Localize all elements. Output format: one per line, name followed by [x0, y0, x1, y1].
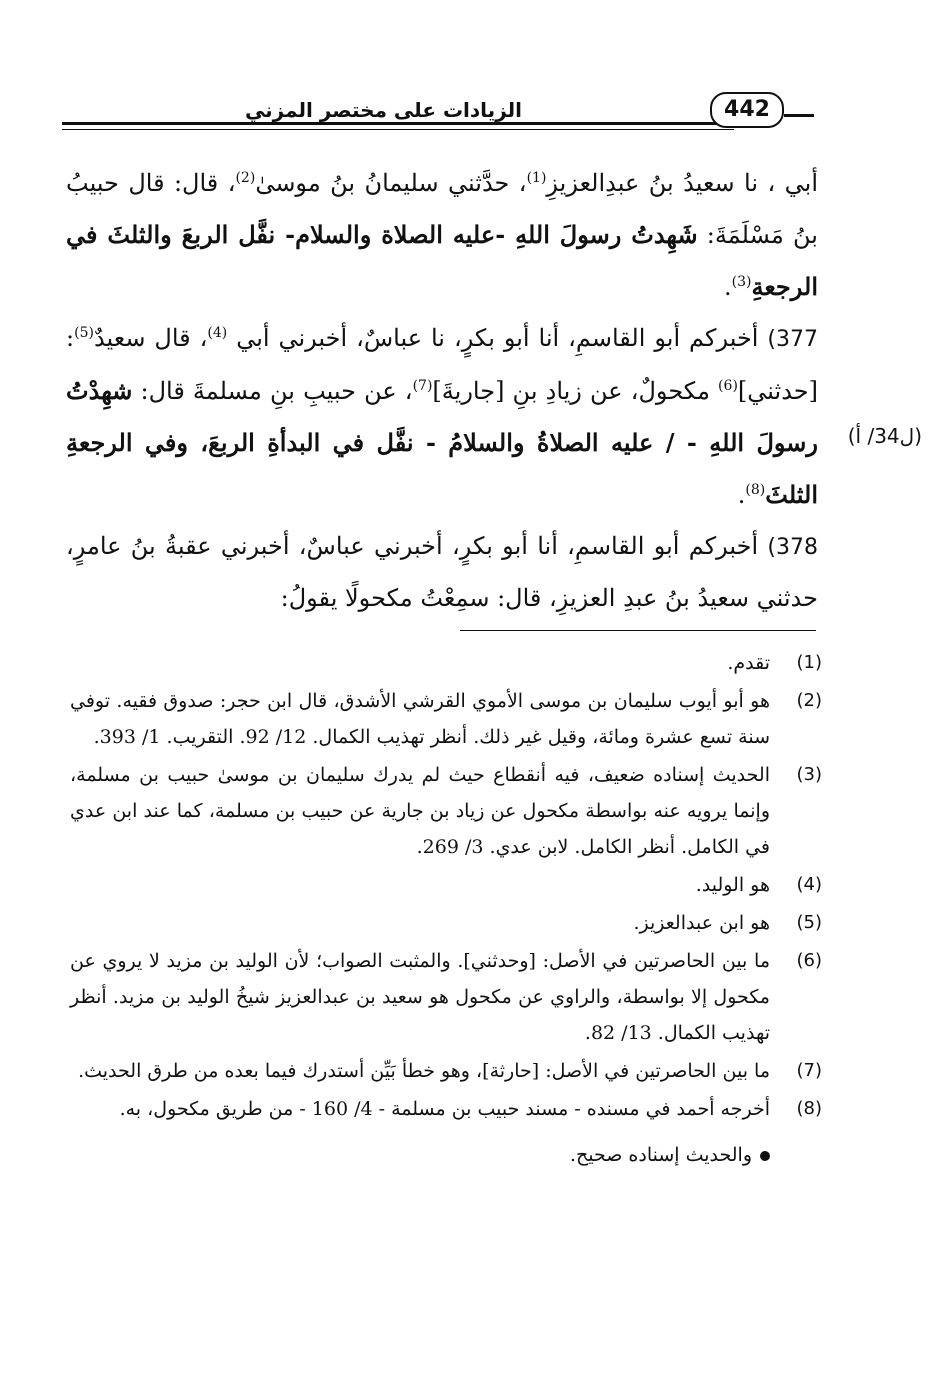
hadith-text: شهِدْتُ رسولَ اللهِ - / عليه الصلاةُ والسلامُ - نفَّل في البدأةِ الربعَ، وفي الرجعةِ الثلثَ: [66, 376, 818, 509]
paragraph-377: [66, 313, 818, 521]
footnote-text: هو أبو أيوب سليمان بن موسى الأموي القرشي الأشدق، قال ابن حجر: صدوق فقيه. توفي سنة تسع عشرة ومائة، وقيل غير ذلك. أنظر تهذيب الكمال. 12/ 92. التقريب. 1/ 393.: [70, 690, 770, 748]
footnote-text: تقدم.: [727, 652, 770, 674]
hadith-text: شَهِدتُ رسولَ اللهِ -عليه الصلاة والسلام- نفَّل الربعَ والثلثَ في الرجعةِ: [66, 220, 818, 301]
footnote-number: (5): [796, 912, 822, 933]
footnote: [70, 1091, 822, 1127]
running-title: الزيادات على مختصر المزني: [244, 98, 522, 122]
footnote: [70, 1053, 822, 1089]
text-run: أبي ، نا سعيدُ بنُ عبدِالعزيزِ: [546, 169, 819, 197]
text-run: ، قال: قال حبيبُ بنُ مَسْلَمَةَ:: [66, 169, 818, 249]
text-run: ، عن حبيبِ بنِ مسلمةَ قال:: [132, 377, 413, 405]
footnote-text: الحديث إسناده ضعيف، فيه أنقطاع حيث لم يدرك سليمان بن موسىٰ حبيب بن مسلمة، وإنما يرويه عنه بواسطة مكحول عن زياد بن جارية عن حبيب بن مسلمة، كما عند ابن عدي في الكامل. أنظر الكامل. لابن عدي. 3/ 269.: [70, 764, 770, 858]
footnote-ref: (2): [235, 170, 256, 186]
hadith-number: 377): [767, 327, 818, 352]
bullet-note-text: والحديث إسناده صحيح.: [569, 1144, 752, 1166]
footnote-number: (1): [796, 652, 822, 673]
footnote-ref: (4): [207, 325, 228, 341]
footnote: [70, 683, 822, 755]
hadith-number: 378): [767, 535, 818, 560]
paragraph-378: [66, 521, 818, 624]
footnote-text: ما بين الحاصرتين في الأصل: [حارثة]، وهو خطأ بَيِّن أستدرك فيما بعده من طرق الحديث.: [78, 1060, 770, 1082]
text-run: مكحولٌ، عن زيادِ بنِ [جاريةَ]: [432, 377, 719, 405]
text-run: أخبركم أبو القاسمِ، أنا أبو بكرٍ، نا عباسٌ، أخبرني أبي: [227, 324, 768, 352]
footnote-text: ما بين الحاصرتين في الأصل: [وحدثني]. والمثبت الصواب؛ لأن الوليد بن مزيد لا يروي عن مكحول إلا بواسطة، والراوي عن مكحول هو سعيد بن عبدالعزيز شيخُ الوليد بن مزيد. أنظر تهذيب الكمال. 13/ 82.: [70, 950, 770, 1044]
footnote-separator: [460, 630, 816, 631]
footnote-number: (8): [796, 1098, 822, 1119]
footnote-ref: (8): [745, 482, 766, 498]
footnote-number: (7): [796, 1060, 822, 1081]
footnote-ref: (6): [718, 378, 738, 394]
header-rule-thick: [62, 122, 734, 125]
footnote: [70, 757, 822, 865]
footnote: [70, 943, 822, 1051]
footnote-ref: (5): [74, 325, 94, 341]
footnote-number: (4): [796, 874, 822, 895]
footnote-ref: (7): [412, 378, 433, 394]
main-text: [66, 158, 818, 624]
text-run: .: [723, 273, 732, 301]
text-run: أخبركم أبو القاسمِ، أنا أبو بكرٍ، أخبرني عباسٌ، أخبرني عقبةُ بنُ عامرٍ، حدثني سعيدُ بنُ عبدِ العزيزِ، قال: سمِعْتُ مكحولًا يقولُ:: [66, 532, 818, 612]
header-rule-thin: [62, 129, 734, 130]
text-run: : [حدثني]: [66, 324, 818, 405]
footnote-text: هو ابن عبدالعزيز.: [633, 912, 770, 934]
text-run: .: [737, 481, 746, 509]
bullet-icon: [760, 1151, 770, 1161]
footnote-number: (3): [796, 764, 822, 785]
bullet-note: [70, 1137, 822, 1173]
header-rule-tail: [784, 114, 814, 117]
footnote: [70, 867, 822, 903]
footnotes: [70, 645, 822, 1173]
footnote-number: (6): [796, 950, 822, 971]
page-number: 442: [710, 92, 784, 128]
footnote-text: هو الوليد.: [695, 874, 770, 896]
paragraph-continuation: [66, 158, 818, 313]
footnote-number: (2): [796, 690, 822, 711]
footnote-text: أخرجه أحمد في مسنده - مسند حبيب بن مسلمة - 4/ 160 - من طريق مكحول، به.: [119, 1098, 770, 1120]
footnote: [70, 905, 822, 941]
manuscript-folio-ref: (ل34/ أ): [847, 424, 922, 448]
footnote-ref: (3): [731, 274, 752, 290]
footnote: [70, 645, 822, 681]
footnote-ref: (1): [526, 170, 547, 186]
page-header: [62, 92, 814, 132]
text-run: ، قال سعيدٌ: [93, 324, 208, 352]
text-run: ، حدَّثني سليمانُ بنُ موسىٰ: [255, 169, 527, 197]
